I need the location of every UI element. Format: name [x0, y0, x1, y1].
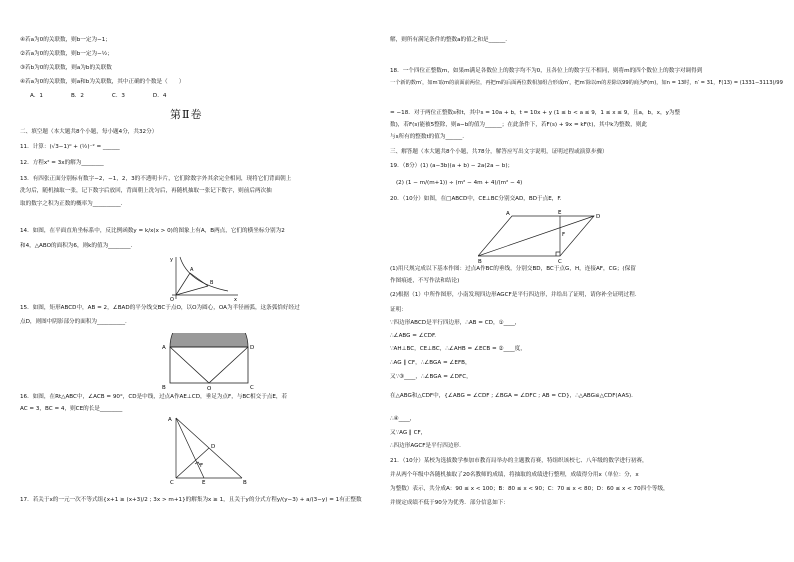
question-14-line1: 14．如图，在平面直角坐标系中，反比例函数y = k/x(x > 0)的图象上有A，B两点，它们的横坐标分别为2 [20, 228, 285, 234]
question-20-part1-line1: (1)用尺规完成以下基本作图：过点A作BC的垂线，分别交BD，BC于点G，H，连接AF，CG；(保留 [390, 266, 636, 272]
fig16-label-d: D [211, 444, 216, 450]
figure-16 [158, 412, 258, 486]
question-15-line2: 点D，则图中阴影部分的面积为__________. [20, 319, 127, 325]
proof-step-6: 在△ABG和△CDF中，{∠ABG = ∠CDF ; ∠BGA = ∠DFC ; AB = CD}，∴△ABG≌△CDF(AAS). [390, 393, 633, 399]
choice-options: A．1 B．2 C．3 D．4 [30, 93, 167, 99]
fig14-label-y: y [170, 257, 173, 263]
proof-step-4: ∴AG ∥ CF，∴∠BGA = ∠EFB， [390, 360, 471, 366]
fig14-label-o: O [170, 297, 174, 303]
fig15-label-c: C [250, 385, 254, 391]
question-18-line1: 18．一个四位正整数m，如果m满足各数位上的数字均不为0，且各位上的数字互不相同，则将m的四个数位上的数字对调得到 [390, 68, 703, 74]
question-14-line2: 和4，△ABO的面积为6，则k的值为________. [20, 243, 133, 249]
fig14-label-x: x [234, 297, 237, 303]
fig20-label-a: A [506, 211, 510, 217]
question-15-line1: 15．如图，矩形ABCD中，AB = 2，∠BAD的平分线交BC于点O，以O为圆心，OA为半径画弧，这条弧恰好经过 [20, 305, 300, 311]
question-20-intro: 20．（10分）如图，在□ABCD中，CE⊥BC分别交AD，BD于点E，F. [390, 196, 562, 202]
proof-step-1: ∵四边形ABCD是平行四边形，∴AB = CD，①____， [390, 320, 521, 326]
option-statement-2: ②若a为0的关联数，则b一定为−½； [20, 51, 113, 57]
proof-step-2: ∴∠ABG = ∠CDF. [390, 333, 437, 339]
right-column [390, 0, 782, 562]
fig20-label-b: B [478, 259, 482, 264]
question-13-line1: 13．有四张正面分别标有数字−2，−1，2，3的不透明卡片，它们除数字外其余完全相同，现将它们背面朝上 [20, 176, 292, 182]
question-18-line4: 数)，若F(s)能被5整除，则a−b的值为______；在此条件下，若F(s) + 9x = kF(t)，其中k为整数，则此 [390, 122, 648, 128]
option-statement-4: ④若a为0的关联数，则a和b为关联数，其中正确的个数是（ ） [20, 79, 185, 85]
fig20-label-e: E [558, 210, 562, 216]
fill-blank-heading: 二、填空题（本大题共8个小题，每小题4分，共32分） [20, 129, 158, 135]
question-12: 12．方程x² = 3x的解为________ [20, 160, 104, 166]
fig16-label-a: A [168, 417, 172, 423]
question-13-line2: 洗匀后，随机抽取一张，记下数字后放回，背面朝上洗匀后，再随机抽取一张记下数字，则前后两次抽 [20, 188, 272, 194]
section-heading: 第Ⅱ卷 [170, 108, 203, 121]
proof-step-8: 又∵AG ∥ CF， [390, 430, 427, 436]
fig16-label-b: B [243, 480, 247, 486]
question-16-line2: AC = 3，BC = 4，则CE的长是________ [20, 406, 123, 412]
solve-heading: 三、解答题（本大题共8个小题，共78分，解答应写出文字说明，证明过程或演算步骤） [390, 149, 608, 155]
fig15-label-a: A [162, 345, 166, 351]
fig14-label-b: B [210, 280, 214, 286]
question-11: 11．计算：(√3−1)⁰ + (½)⁻² = ______ [20, 144, 120, 150]
question-21-line3: 为整数）表示，共分成A：90 ≤ x < 100；B：80 ≤ x < 90；C：70 ≤ x < 80；D：60 ≤ x < 70四个等级， [390, 486, 669, 492]
question-16-line1: 16．如图，在Rt△ABC中，∠ACB = 90°，CD是中线，过点A作AE⊥CD，垂足为点F，与BC相交于点E，若 [20, 394, 288, 400]
figure-15 [158, 333, 258, 391]
question-21-line4: 并规定成绩不低于90分为优秀．部分信息如下： [390, 500, 509, 506]
question-18-line5: 与s所有的整数t的值为______. [390, 134, 465, 140]
figure-20 [478, 206, 608, 264]
fig16-label-c: C [170, 480, 174, 486]
fig16-label-e: E [202, 480, 206, 486]
left-column [20, 0, 365, 562]
question-20-part1-line2: 作图痕迹，不写作法和结论) [390, 278, 460, 284]
fig20-label-f: F [562, 232, 566, 238]
fig20-label-c: C [558, 259, 562, 264]
question-17-line1: 17．若关于x的一元一次不等式组{x+1 ≥ (x+3)/2 ; 3x > m+1}的解集为x ≥ 1，且关于y的分式方程y/(y−3) + a/(3−y) = 1有正整数 [20, 497, 362, 503]
question-13-line3: 取的数字之积为正数的概率为__________. [20, 201, 123, 207]
fig15-label-o: O [207, 386, 212, 391]
proof-step-5: 又∵③____，∴∠BGA = ∠DFC， [390, 374, 472, 380]
fig16-label-f: F [200, 463, 204, 469]
proof-step-7: ∴④____， [390, 416, 416, 422]
question-18-line2: 一个新的数m′，如m′取m的前面前两位，再把m的后面两位数相加组合形成m′，把m′除以m的差除以99的商为F(m)，如n = 13时，n′ = 31，F(13) = (1331−3113)/99 [390, 80, 783, 86]
fig15-label-b: B [162, 385, 166, 391]
option-statement-3: ③若b为0的关联数，则a为b的关联数 [20, 65, 112, 71]
fig20-label-d: D [596, 214, 601, 220]
question-19-part1: 19．（8分）(1) (a−3b)(a + b) − 2a(2a − b)； [390, 163, 514, 169]
question-18-line3: = −18．对于两位正整数s和t，其中s = 10a + b，t = 10x + y (1 ≤ b < a ≤ 9，1 ≤ x ≤ 9，且a，b，x，y为整 [390, 110, 681, 116]
proof-step-9: ∴四边形AGCF是平行四边形. [390, 443, 461, 449]
question-21-line1: 21．（10分）某校为选拔数学参加市教育局举办的主题教育赛，特组织该校七、八年级的数学进行初赛， [390, 458, 648, 464]
question-17-line2: 解，则所有满足条件的整数a的值之和是______. [390, 37, 508, 43]
option-statement-1: ④若a为0的关联数，则b一定为−1； [20, 37, 111, 43]
question-19-part2: (2) (1 − m/(m+1)) ÷ (m² − 4m + 4)/(m² − 4) [396, 180, 523, 186]
proof-step-3: ∵AH⊥BC，CE⊥BC，∴∠AHB = ∠ECB = ②____度， [390, 346, 526, 352]
fig14-label-a: A [190, 267, 194, 273]
question-20-part2: (2)根据（1）中所作图形，小南发现四边形AGCF是平行四边形，并给出了证明，请你补全证明过程. [390, 292, 637, 298]
figure-14 [168, 253, 242, 303]
proof-label: 证明： [390, 307, 407, 313]
fig15-label-d: D [250, 345, 255, 351]
question-21-line2: 并从两个年级中各随机抽取了20名教师的成绩，将抽取的成绩进行整理，成绩得分用x（单位：分，x [390, 472, 639, 478]
